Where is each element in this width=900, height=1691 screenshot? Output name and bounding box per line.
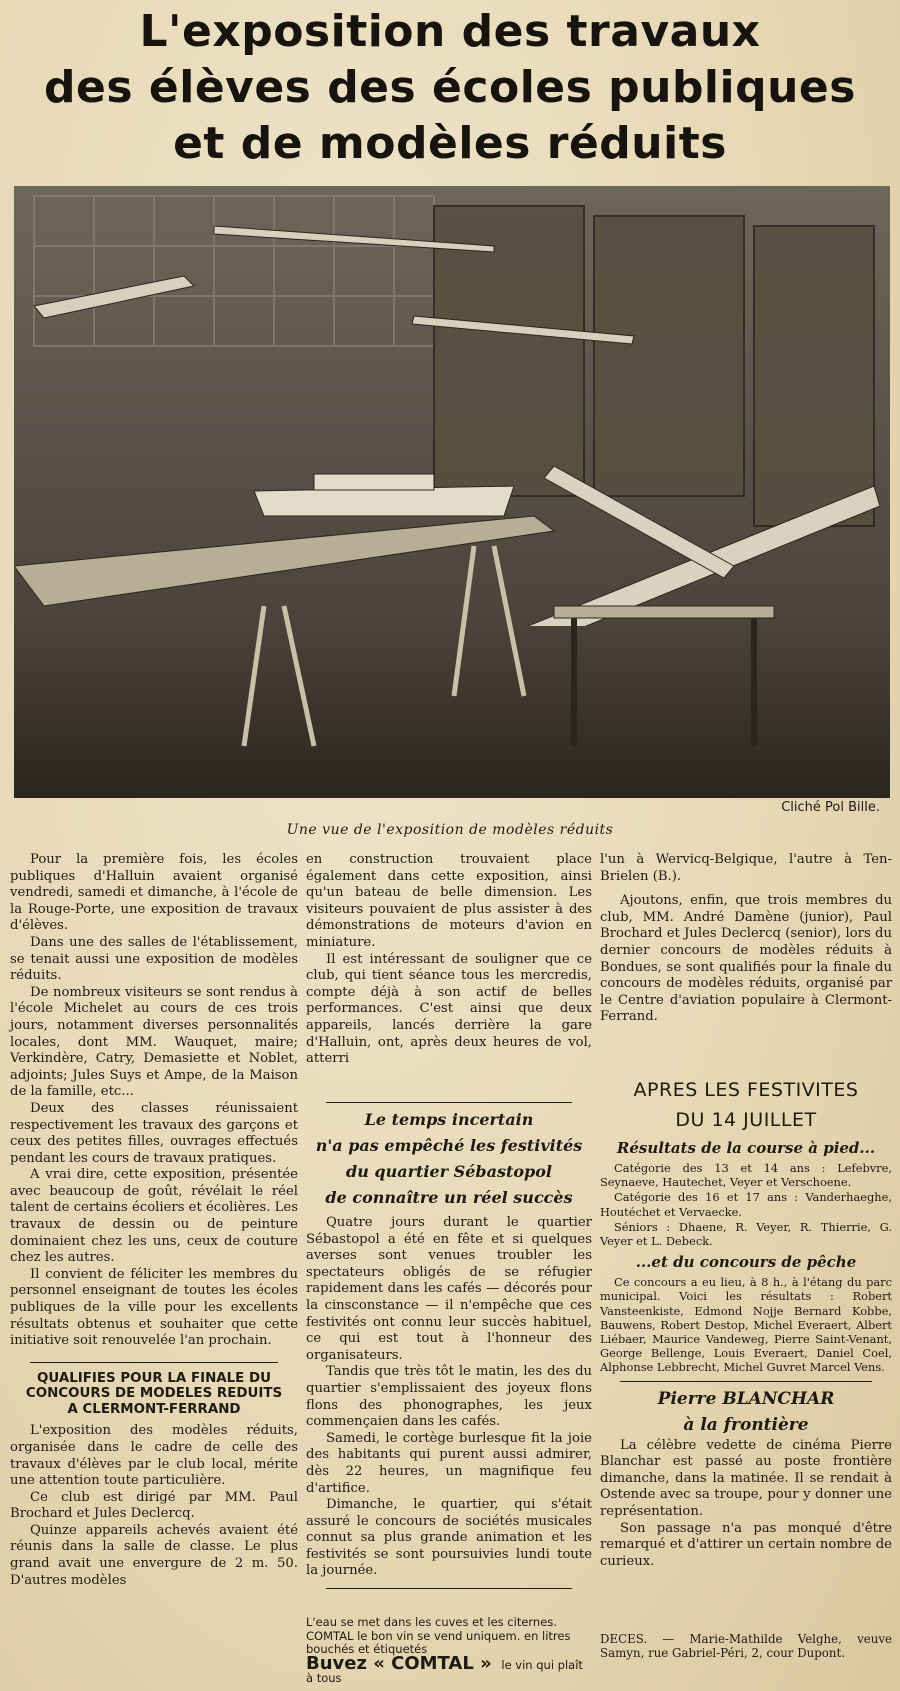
festivites-article bbox=[600, 1075, 892, 1570]
peche-results bbox=[600, 1275, 892, 1374]
article-paragraph: De nombreux visiteurs se sont rendus à l'école Michelet au cours de ces trois jours, notamment diverses personnalités locales, dont MM. Wauquet, maire; Verkindère, Catry, Demasiette et Noblet, adjoints; Jules Suys et Ampe, de la Maison de la famille, etc... bbox=[10, 984, 298, 1100]
section-divider bbox=[620, 1381, 872, 1382]
sebastopol-paragraph: Dimanche, le quartier, qui s'était assuré le concours de sociétés musicales connut sa plus grande animation et les festivités se sont poursuivies lundi toute la journée. bbox=[306, 1497, 592, 1579]
exhibition-photo-illustration bbox=[14, 186, 890, 798]
qualif-paragraph: Ce club est dirigé par MM. Paul Brochard et Jules Declercq. bbox=[10, 1489, 298, 1522]
blanchar-paragraph: Son passage n'a pas monqué d'être remarqué et d'attirer un certain nombre de curieux. bbox=[600, 1520, 892, 1569]
section-divider bbox=[326, 1588, 572, 1589]
qualif-paragraph: Quinze appareils achevés avaient été réunis dans la salle de classe. Le plus grand avait une envergure de 2 m. 50. D'autres modèles bbox=[10, 1522, 298, 1588]
article-paragraph: Ajoutons, enfin, que trois membres du club, MM. André Damène (junior), Paul Brochard et Jules Declercq (senior), lors du dernier concours de modèles réduits à Bondues, se sont qualifiés pour la finale du concours de modèles réduits, organisé par le Centre d'aviation populaire à Clermont-Ferrand. bbox=[600, 893, 892, 1025]
headline-line-2: des élèves des écoles publiques bbox=[44, 62, 856, 113]
article-paragraph: l'un à Wervicq-Belgique, l'autre à Ten-Brielen (B.). bbox=[600, 852, 892, 884]
headline-line-3: et de modèles réduits bbox=[173, 118, 727, 169]
article-column-3 bbox=[600, 852, 892, 1026]
ad-buvez: Buvez « COMTAL » bbox=[306, 1652, 492, 1674]
sebastopol-article bbox=[306, 1098, 592, 1593]
blanchar-paragraph: La célèbre vedette de cinéma Pierre Blanchar est passé au poste frontière dimanche, dans la matinée. Il se rendait à Ostende avec sa troupe, pour y donner une représentation. bbox=[600, 1437, 892, 1520]
sebastopol-heading-4: de connaître un réel succès bbox=[325, 1188, 573, 1207]
comtal-advertisement bbox=[306, 1616, 592, 1686]
article-paragraph: A vrai dire, cette exposition, présentée avec beaucoup de goût, révélait le réel talent de certains écoliers et écolières. Les travaux de dessin ou de peinture dominaient chez les uns, ceux de couture chez les autres. bbox=[10, 1167, 298, 1266]
ad-slogan-row bbox=[306, 1652, 592, 1686]
course-result: Catégorie des 13 et 14 ans : Lefebvre, Seynaeve, Hautechet, Veyer et Verschoene. bbox=[600, 1161, 892, 1190]
article-paragraph: Pour la première fois, les écoles publiques d'Halluin avaient organisé vendredi, samedi et dimanche, à l'école de la Rouge-Porte, une exposition de travaux d'élèves. bbox=[10, 852, 298, 934]
peche-result: Ce concours a eu lieu, à 8 h., à l'étang du parc municipal. Voici les résultats : Robert Vansteenkiste, Edmond Nojje Bernard Kobbe, Bauwens, Robert Destop, Michel Everaert, Albert Liébaer, Maurice Vandeweg, Pierre Saint-Venant, George Bellenge, Louis Everaert, Daniel Coel, Alphonse Lebbrecht, Michel Guvret Marcel Vens. bbox=[600, 1275, 892, 1375]
course-result: Catégorie des 16 et 17 ans : Vanderhaeghe, Houtéchet et Vervaecke. bbox=[600, 1190, 892, 1219]
qualif-paragraph: L'exposition des modèles réduits, organisée dans le cadre de celle des travaux d'élèves par le club local, mérite une attention toute particulière. bbox=[10, 1423, 298, 1489]
section-divider bbox=[326, 1102, 572, 1103]
article-paragraph: en construction trouvaient place également dans cette exposition, ainsi qu'un bateau de belle dimension. Les visiteurs pouvaient de plus assister à des démonstrations de moteurs d'avion en miniature. bbox=[306, 852, 592, 950]
article-paragraph: Il convient de féliciter les membres du personnel enseignant de toutes les écoles publiques de la ville pour les excellents résultats obtenus et souhaiter que cette initiative soit renouvelée l'an prochain. bbox=[10, 1266, 298, 1349]
sebastopol-paragraph: Quatre jours durant le quartier Sébastopol a été en fête et si quelques averses sont venues troubler les spectateurs obligés de se réfugier rapidement dans les cafés — décorés pour la cinsconstance — il n'empêche que ces festivités ont connu leur succès habituel, ce qui est tout à l'honneur des organisateurs. bbox=[306, 1215, 592, 1363]
exhibition-photo bbox=[14, 186, 890, 798]
sebastopol-paragraph: Samedi, le cortège burlesque fit la joie des habitants qui purent aussi admirer, dès 22 heures, un magnifique feu d'artifice. bbox=[306, 1430, 592, 1496]
sebastopol-heading-1: Le temps incertain bbox=[364, 1110, 534, 1129]
course-results bbox=[600, 1161, 892, 1248]
article-paragraph: Dans une des salles de l'établissement, se tenait aussi une exposition de modèles réduits. bbox=[10, 934, 298, 984]
article-column-1 bbox=[10, 852, 298, 1589]
sebastopol-paragraph: Tandis que très tôt le matin, les des du quartier s'emplissaient des joyeux flons flons des phonographes, les jeux commençaien dans les cafés. bbox=[306, 1364, 592, 1430]
sebastopol-heading-3: du quartier Sébastopol bbox=[346, 1162, 552, 1181]
photo-credit: Cliché Pol Bille. bbox=[781, 800, 880, 815]
ad-text: L'eau se met dans les cuves et les citernes. COMTAL le bon vin se vend uniquem. en litres bouchés et étiquetés bbox=[306, 1615, 571, 1656]
ad-tail: le vin qui plaît à tous bbox=[306, 1657, 583, 1685]
blanchar-heading-2: à la frontière bbox=[683, 1414, 809, 1435]
blanchar-body bbox=[600, 1438, 892, 1571]
section-divider bbox=[30, 1362, 278, 1363]
blanchar-heading-1: Pierre BLANCHAR bbox=[657, 1388, 835, 1409]
headline bbox=[0, 4, 900, 172]
course-heading: Résultats de la course à pied... bbox=[616, 1139, 876, 1157]
festivites-heading-2: DU 14 JUILLET bbox=[675, 1109, 817, 1131]
article-column-2 bbox=[306, 852, 592, 1068]
deces-notice: DECES. — Marie-Mathilde Velghe, veuve Samyn, rue Gabriel-Péri, 2, cour Dupont. bbox=[600, 1632, 892, 1661]
qualif-heading: QUALIFIES POUR LA FINALE DU CONCOURS DE MODELES REDUITS A CLERMONT-FERRAND bbox=[25, 1370, 283, 1417]
course-result: Séniors : Dhaene, R. Veyer, R. Thierrie, G. Veyer et L. Debeck. bbox=[600, 1219, 892, 1249]
headline-line-1: L'exposition des travaux bbox=[139, 6, 761, 57]
photo-caption: Une vue de l'exposition de modèles réduits bbox=[286, 822, 614, 838]
article-paragraph: Il est intéressant de souligner que ce club, qui tient séance tous les mercredis, compte déjà à son actif de belles performances. C'est ainsi que deux appareils, lancés derrière la gare d'Halluin, ont, après deux heures de vol, atterri bbox=[306, 951, 592, 1067]
peche-heading: ...et du concours de pêche bbox=[635, 1253, 857, 1272]
festivites-heading-1: APRES LES FESTIVITES bbox=[633, 1079, 859, 1101]
article-paragraph: Deux des classes réunissaient respectivement les travaux des garçons et ceux des petites filles, ouvrages effectués pendant les cours de travaux pratiques. bbox=[10, 1100, 298, 1166]
sebastopol-heading-2: n'a pas empêché les festivités bbox=[315, 1136, 583, 1155]
